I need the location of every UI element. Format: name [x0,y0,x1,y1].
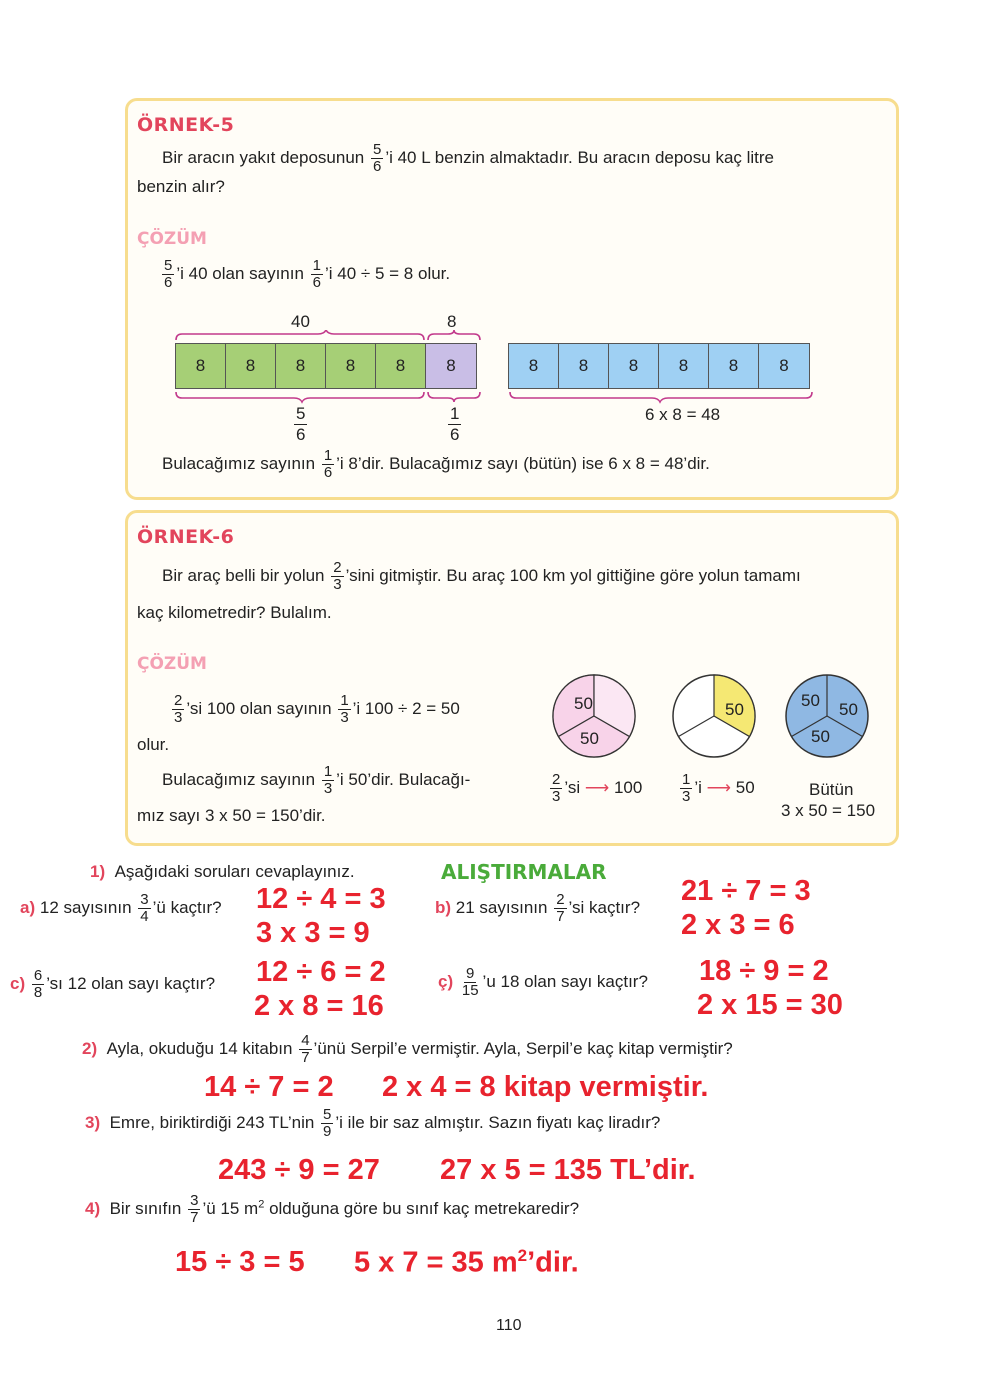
brace-top-purple [428,330,480,340]
bar-cell-highlight: 8 [426,344,476,388]
bar-cell: 8 [176,344,226,388]
bar-cell: 8 [709,344,759,388]
question-1: 1) Aşağıdaki soruları cevaplayınız. [90,862,355,881]
under-fraction-1-6: $\frac{1}{6}$ [450,404,460,444]
question-2: 2) Ayla, okuduğu 14 kitabın $\frac{4}{7}$ ’ünü Serpil’e vermiştir. Ayla, Serpil’e kaç kitap vermiştir? [82,1032,733,1066]
answer-1cc-line1: 18 ÷ 9 = 2 [699,955,829,987]
circle1-caption: $\frac{2}{3}$ ’si ⟶ 100 [552,771,643,805]
answer-4-part1: 15 ÷ 3 = 5 [175,1246,305,1278]
example-6-solution-line2: olur. [137,735,170,754]
bar-cell: 8 [276,344,326,388]
fraction: $\frac{5}{6}$ [372,141,382,175]
brace-top-green [176,330,424,340]
question-1b: b) 21 sayısının $\frac{2}{7}$ ’si kaçtır? [435,891,641,925]
question-3: 3) Emre, biriktirdiği 243 TL’nin $\frac{5}{9}$ ’i ile bir saz almıştır. Sazın fiyatı kaç liradır? [85,1106,661,1140]
answer-1b-line1: 21 ÷ 7 = 3 [681,875,811,907]
circle3-caption-line1: Bütün [809,780,854,799]
blue-bar [508,343,810,389]
answer-3-part1: 243 ÷ 9 = 27 [218,1154,380,1186]
example-6-solution-heading: ÇÖZÜM [137,654,207,674]
question-4: 4) Bir sınıfın $\frac{3}{7}$ ’ü 15 $m^2$ olduğuna göre bu sınıf kaç metrekaredir? [85,1192,580,1226]
example-5-solution-heading: ÇÖZÜM [137,229,207,249]
bar-cell: 8 [559,344,609,388]
answer-1b-line2: 2 x 3 = 6 [681,909,795,941]
example-5-question-line2: benzin alır? [137,177,225,196]
question-1c-cedilla: ç) $\frac{9}{15}$ ’u 18 olan sayı kaçtır? [438,965,648,999]
arrow-icon: ⟶ [706,777,732,797]
brace-bottom-purple [428,392,480,402]
circle-two-thirds [553,675,635,757]
answer-2-part1: 14 ÷ 7 = 2 [204,1071,334,1103]
circle3-label: 50 [839,700,858,719]
brace-bottom-blue [510,392,812,402]
bar-cell: 8 [609,344,659,388]
example-6-solution-text: $\frac{2}{3}$ ’si 100 olan sayının $\frac{1}{3}$ ’i 100 ÷ 2 = 50 [174,692,460,726]
example-5-conclusion: Bulacağımız sayının $\frac{1}{6}$ ’i 8’dir. Bulacağımız sayı (bütün) ise 6 x 8 = 48’dir. [162,447,710,481]
circle-whole [786,675,868,757]
example-6-conclusion: Bulacağımız sayının $\frac{1}{3}$ ’i 50’dir. Bulacağı- [162,763,471,797]
example-5-question: Bir aracın yakıt deposunun $\frac{5}{6}$ ’i 40 L benzin almaktadır. Bu aracın deposu kaç litre [162,141,775,175]
answer-4-part2: 5 x 7 = 35 $m^2’dir$. [354,1246,579,1279]
circle-one-third [673,675,755,757]
question-1c: c) $\frac{6}{8}$ ’sı 12 olan sayı kaçtır? [10,967,216,1001]
answer-1cc-line2: 2 x 15 = 30 [697,989,843,1021]
circle3-label: 50 [801,691,820,710]
answer-3-part2: 27 x 5 = 135 TL’dir. [440,1154,696,1186]
example-6-question-line2: kaç kilometredir? Bulalım. [137,603,332,622]
example-5-solution-text: $\frac{5}{6}$ ’i 40 olan sayının $\frac{1}{6}$ ’i 40 ÷ 5 = 8 olur. [164,257,451,291]
example-6-title: ÖRNEK-6 [137,526,235,548]
bar-cell: 8 [376,344,426,388]
bar-label-8: 8 [447,312,457,331]
bar-cell: 8 [226,344,276,388]
bar-cell: 8 [326,344,376,388]
green-purple-bar [175,343,477,389]
circle3-caption-line2: 3 x 50 = 150 [781,801,876,820]
question-1a: a) 12 sayısının $\frac{3}{4}$ ’ü kaçtır? [20,891,222,925]
bar-label-40: 40 [291,312,310,331]
brace-bottom-green [176,392,424,402]
example-6-question: Bir araç belli bir yolun $\frac{2}{3}$ ’sini gitmiştir. Bu araç 100 km yol gittiğine göre yolun tamamı [162,559,801,593]
under-fraction-5-6: $\frac{5}{6}$ [296,404,306,444]
circle-diagrams [545,668,875,768]
answer-1c-line1: 12 ÷ 6 = 2 [256,956,386,988]
page-number: 110 [496,1317,522,1334]
example-5-title: ÖRNEK-5 [137,114,235,136]
circle3-label: 50 [811,727,830,746]
exercises-title: ALIŞTIRMALAR [441,860,607,884]
bar-cell: 8 [509,344,559,388]
circle1-label: 50 [580,729,599,748]
answer-1a-line2: 3 x 3 = 9 [256,917,370,949]
answer-1c-line2: 2 x 8 = 16 [254,990,384,1022]
bar-cell: 8 [659,344,709,388]
under-blue-label: 6 x 8 = 48 [645,405,721,424]
answer-2-part2: 2 x 4 = 8 kitap vermiştir. [382,1071,709,1103]
circle1-label: 50 [574,694,593,713]
arrow-icon: ⟶ [584,777,610,797]
bar-cell: 8 [759,344,809,388]
example-6-conclusion-line2: mız sayı 3 x 50 = 150’dir. [137,806,326,825]
circle2-label: 50 [725,700,744,719]
answer-1a-line1: 12 ÷ 4 = 3 [256,883,386,915]
circle2-caption: $\frac{1}{3}$ ’i ⟶ 50 [682,771,755,805]
